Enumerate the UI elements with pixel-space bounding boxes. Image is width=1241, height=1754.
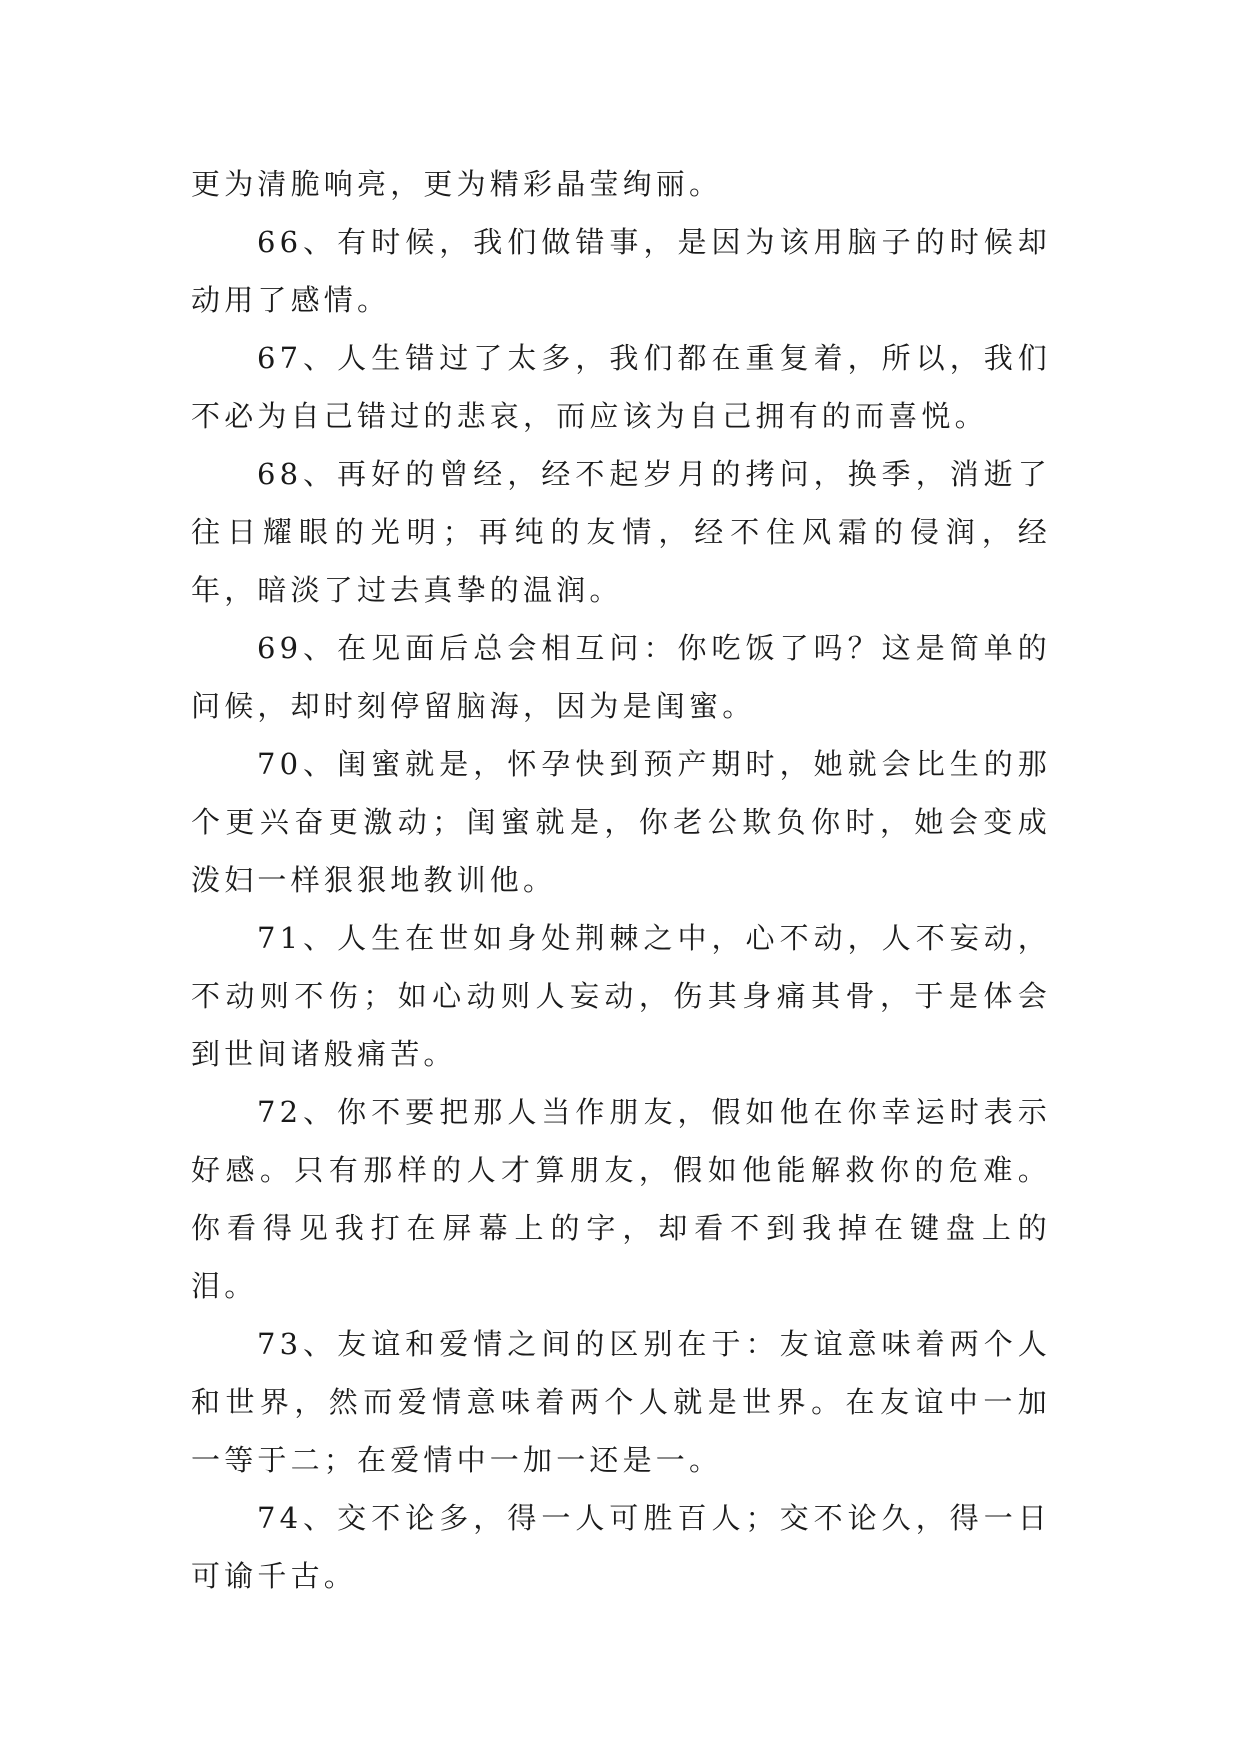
- quote-74: 74、交不论多，得一人可胜百人；交不论久，得一日可谕千古。: [191, 1501, 1051, 1593]
- paragraph-continuation: 更为清脆响亮，更为精彩晶莹绚丽。: [191, 167, 723, 201]
- quote-69: 69、在见面后总会相互问：你吃饭了吗？这是简单的问候，却时刻停留脑海，因为是闺蜜。: [191, 631, 1051, 723]
- quote-71: 71、人生在世如身处荆棘之中，心不动，人不妄动，不动则不伤；如心动则人妄动，伤其身痛其骨，于是体会到世间诸般痛苦。: [191, 921, 1051, 1071]
- document-body: [191, 155, 1051, 1605]
- quote-73: 73、友谊和爱情之间的区别在于：友谊意味着两个人和世界，然而爱情意味着两个人就是世界。在友谊中一加一等于二；在爱情中一加一还是一。: [191, 1327, 1051, 1477]
- quote-67: 67、人生错过了太多，我们都在重复着，所以，我们不必为自己错过的悲哀，而应该为自己拥有的而喜悦。: [191, 341, 1051, 433]
- quote-68: 68、再好的曾经，经不起岁月的拷问，换季，消逝了往日耀眼的光明；再纯的友情，经不住风霜的侵润，经年，暗淡了过去真挚的温润。: [191, 457, 1051, 607]
- quote-72: 72、你不要把那人当作朋友，假如他在你幸运时表示好感。只有那样的人才算朋友，假如他能解救你的危难。你看得见我打在屏幕上的字，却看不到我掉在键盘上的泪。: [191, 1095, 1051, 1303]
- quote-66: 66、有时候，我们做错事，是因为该用脑子的时候却动用了感情。: [191, 225, 1051, 317]
- quote-70: 70、闺蜜就是，怀孕快到预产期时，她就会比生的那个更兴奋更激动；闺蜜就是，你老公欺负你时，她会变成泼妇一样狠狠地教训他。: [191, 747, 1051, 897]
